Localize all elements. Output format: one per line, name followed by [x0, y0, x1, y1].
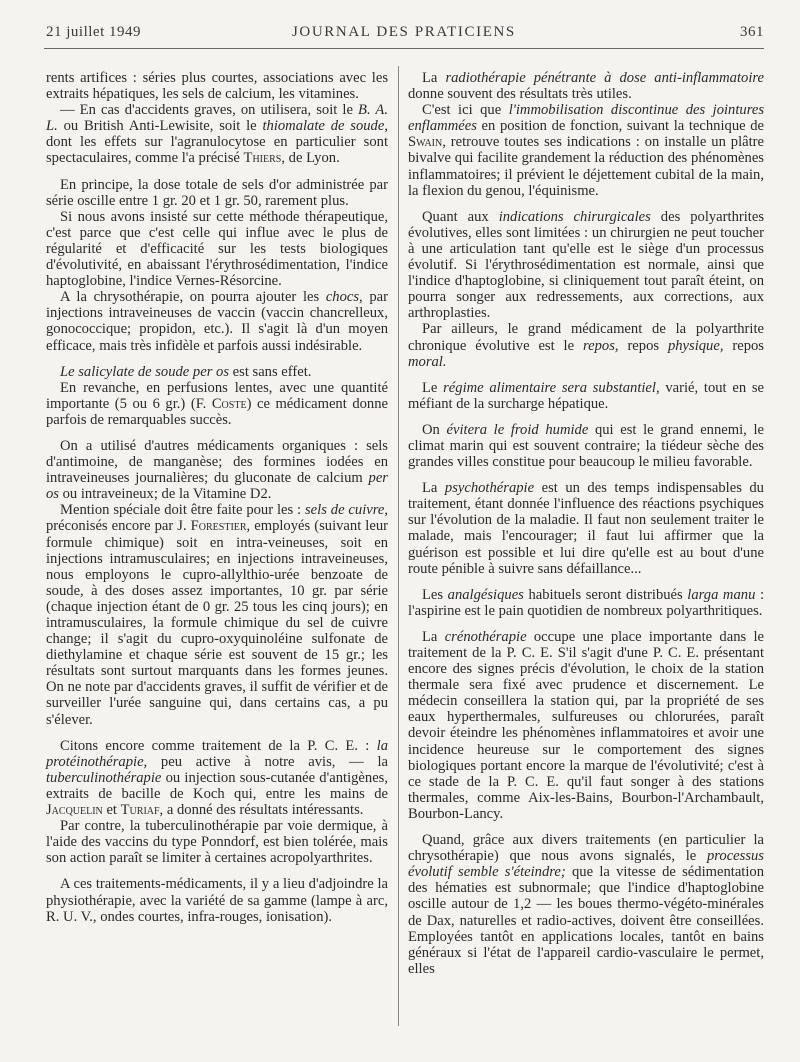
text-run: On: [422, 421, 447, 438]
text-run: Si nous avons insisté sur cette méthode thérapeutique, c'est parce que c'est celle qui influe avec le plus de régularité et d'efficacité sur les tests biologiques d'évolutivité, en abaissant l'érythrosédimentation, l'indice haptoglobine, l'indice Vernes-Résorcine.: [46, 208, 388, 290]
italic-text: chocs,: [325, 289, 363, 306]
text-run: ou intraveineux; de la Vitamine D2.: [58, 486, 272, 503]
text-run: préconisés encore par J.: [46, 518, 191, 535]
italic-text: thiomalate de soude,: [262, 118, 388, 135]
author-name: Coste: [211, 395, 247, 412]
text-run: rents artifices : séries plus courtes, associations avec les extraits hépatiques, les sels de calcium, les vitamines.: [46, 70, 388, 103]
text-run: des polyarthrites évolutives, elles sont limitées : un chirurgien ne peut toucher à une articulation tant qu'elle est le siège d'un processus évolutif. Si l'érythrosédimentation est normale, ainsi que l'indice d'haptoglobine, si cliniquement tout paraît éteint, on pourra songer aux redressements, aux corrections, aux arthroplasties.: [408, 208, 764, 322]
page-number: 361: [740, 24, 764, 40]
header-rule: [44, 48, 764, 49]
text-run: dont les effets sur l'agranulocytose en particulier sont spectaculaires, comme l'a précisé: [46, 134, 388, 167]
author-name: Forestier,: [190, 518, 251, 535]
paragraph: [408, 422, 764, 470]
text-run: : l'aspirine est le pain quotidien de nombreux polyarthritiques.: [408, 586, 765, 619]
text-run: Par contre, la tuberculinothérapie par voie dermique, à l'aide des vaccins du type Ponndorf, est bien tolérée, mais son action paraît se limiter à certaines acropolyarthrites.: [46, 818, 388, 867]
italic-text: psychothérapie: [444, 480, 535, 497]
issue-date: 21 juillet 1949: [46, 24, 141, 40]
text-run: Le: [422, 379, 444, 396]
text-run: Les: [422, 586, 448, 603]
paragraph: [408, 209, 764, 322]
paragraph: [46, 738, 388, 818]
italic-text: régime alimentaire sera substantiel,: [443, 379, 660, 396]
italic-text: processus évolutif semble s'éteindre;: [408, 848, 764, 881]
text-run: — En cas d'accidents graves, on utilisera, soit le: [60, 102, 359, 119]
author-name: Thiers,: [243, 150, 285, 167]
italic-text: indications chirurgicales: [498, 208, 651, 225]
paragraph: [46, 209, 388, 289]
italic-text: analgésiques: [447, 586, 524, 603]
text-run: de Lyon.: [285, 150, 340, 167]
paragraph: [46, 364, 388, 380]
paragraph: [46, 289, 388, 353]
text-run: est un des temps indispensables du traitement, étant donnée l'influence des réactions psychiques sur l'évolution de la maladie. Il faut non seulement traiter le malade, mais l'encourager; il faut lui affirmer que la guérison est possible et lui dire qu'elle est au bout d'une route pénible à suivre sans défaillance...: [408, 480, 764, 577]
text-run: Quant aux: [422, 208, 499, 225]
italic-text: per os: [46, 470, 388, 503]
author-name: Jacquelin: [46, 802, 103, 819]
text-run: Quand, grâce aux divers traitements (en particulier la chrysothérapie) que nous avons signalés, le: [408, 832, 764, 865]
text-run: employés (suivant leur formule chimique) soit en intra-veineuses, soit en injections intramusculaires; en injections intraveineuses, nous employons le cupro-allylthio-urée benzoate de soude, à des doses assez importantes, 10 gr. par série (chaque injection étant de 0 gr. 25 tous les cinq jours); en intramusculaires, la formule chimique du sel de cuivre change; il s'agit du cupro-oxyquinoléine sulfonate de diethylamine et chaque série est souvent de 15 gr.; les résultats sont surtout marquants dans les formes jeunes. On ne note par d'accidents graves, il suffit de vérifier et de surveiller l'urée sanguine qui, dans certains cas, a pu s'élever.: [46, 518, 388, 728]
text-run: A ces traitements-médicaments, il y a lieu d'adjoindre la physiothérapie, avec la variété de sa gamme (lampe à arc, R. U. V., ondes courtes, infra-rouges, ionisation).: [46, 876, 388, 925]
paragraph: [408, 587, 764, 619]
text-run: donne souvent des résultats très utiles.: [408, 86, 632, 103]
italic-text: physique,: [667, 337, 724, 354]
paragraph: [46, 876, 388, 924]
paragraph: [46, 502, 388, 727]
text-run: ou injection sous-cutanée d'antigènes, extraits de bacille de Koch qui, entre les mains de: [46, 769, 388, 802]
text-run: occupe une place importante dans le traitement de la P. C. E. S'il s'agit d'une P. C. E. présentant encore des signes précis d'évolution, le choix de la station thermale sera fixé avec prudence et discernement. Le médecin conseillera la station qui, par la propriété de ses eaux hyperthermales, sulfureuses ou chlorurées, paraît devoir éteindre les phénomènes inflammatoires et avoir une incidence heureuse sur le comportement des signes biologiques portant encore la marque de l'évolutivité; c'est à ce stade de la P. C. E. qu'il faut songer à des stations thermales, comme Aix-les-Bains, Bourbon-l'Archambault, Bourbon-Lancy.: [408, 628, 764, 822]
paragraph: [46, 177, 388, 209]
author-name: Swain,: [408, 134, 446, 151]
text-run: repos: [618, 337, 668, 354]
text-run: La: [422, 480, 445, 497]
italic-text: l'immobilisation discontinue des jointures enflammées: [408, 102, 764, 135]
text-run: En revanche, en perfusions lentes, avec une quantité importante (5 ou 6 gr.) (F.: [46, 379, 388, 412]
text-run: En principe, la dose totale de sels d'or administrée par série oscille entre 1 gr. 20 et 1 gr. 50, rarement plus.: [46, 176, 388, 209]
paragraph: [46, 438, 388, 502]
paragraph: [408, 480, 764, 577]
left-column: [46, 70, 388, 925]
text-run: varié, tout en se méfiant de la surcharge hépatique.: [408, 379, 765, 412]
paragraph: [46, 380, 388, 428]
text-run: habituels seront distribués: [523, 586, 688, 603]
author-name: Turiaf,: [120, 802, 164, 819]
paragraph: [408, 321, 764, 369]
text-run: Par ailleurs, le grand médicament de la polyarthrite chronique évolutive est le: [408, 321, 764, 354]
paragraph: [46, 102, 388, 166]
text-run: Mention spéciale doit être faite pour les :: [60, 502, 305, 519]
italic-text: larga manu: [687, 586, 756, 603]
text-run: que la vitesse de sédimentation des hématies est subnormale; que l'indice d'haptoglobine oscille autour de 1,2 — les boues thermo-végéto-minérales de Dax, naturelles et radio-actives, doivent être conseillées. Employées tantôt en applications locales, tantôt en bains généraux si l'état de l'appareil cardio-vasculaire le permet, elles: [408, 864, 764, 977]
text-run: a donné des résultats intéressants.: [163, 802, 364, 819]
text-run: C'est ici que: [422, 102, 509, 119]
text-run: est sans effet.: [229, 363, 312, 380]
text-run: Citons encore comme traitement de la P. C. E. :: [60, 737, 377, 754]
column-divider: [398, 66, 399, 1026]
text-run: qui est le grand ennemi, le climat marin qui est souvent contraire; la tiédeur sèche des grandes villes constitue pour beaucoup le milieu favorable.: [408, 421, 764, 471]
paragraph: [408, 629, 764, 822]
text-run: On a utilisé d'autres médicaments organiques : sels d'antimoine, de manganèse; des formines iodées en intraveineuses journalières; du gluconate de calcium: [46, 437, 388, 487]
italic-text: moral.: [408, 353, 447, 370]
paragraph: [46, 818, 388, 866]
italic-text: tuberculinothérapie: [46, 769, 162, 786]
text-run: par injections intraveineuses de vaccin (vaccin chancrelleux, gonococcique; propidon, etc.). Il s'agit là d'un moyen efficace, mais très infidèle et parfois aussi indésirable.: [46, 289, 388, 354]
paragraph: [408, 832, 764, 977]
italic-text: la protéinothérapie,: [46, 737, 388, 770]
text-run: ou British Anti-Lewisite, soit le: [57, 118, 263, 135]
text-run: La: [422, 628, 445, 645]
paragraph: [408, 380, 764, 412]
text-run: A la chrysothérapie, on pourra ajouter les: [60, 289, 326, 306]
paragraph: [46, 70, 388, 102]
right-column: [408, 70, 764, 977]
text-run: retrouve toutes ses indications : on installe un plâtre bivalve qui facilite grandement la réduction des phénomènes inflammatoires; il prévient le déjettement cubital de la main, la flexion du genou, l'équinisme.: [408, 134, 764, 199]
italic-text: radiothérapie pénétrante à dose anti-inflammatoire: [445, 70, 764, 86]
text-run: La: [422, 70, 446, 86]
italic-text: sels de cuivre,: [305, 502, 388, 519]
text-run: en position de fonction, suivant la technique de: [476, 118, 764, 135]
text-run: peu active à notre avis, — la: [147, 753, 388, 770]
italic-text: crénothérapie: [444, 628, 527, 645]
text-run: et: [102, 802, 121, 819]
italic-text: repos,: [583, 337, 619, 354]
italic-text: Le salicylate de soude per os: [60, 363, 230, 380]
paragraph: [408, 102, 764, 199]
paragraph: [408, 70, 764, 102]
italic-text: évitera le froid humide: [446, 421, 589, 438]
italic-text: B. A. L.: [46, 102, 388, 135]
text-run: ) ce médicament donne parfois de remarquables succès.: [46, 395, 388, 428]
journal-title: JOURNAL DES PRATICIENS: [292, 24, 516, 40]
text-run: repos: [723, 337, 764, 354]
